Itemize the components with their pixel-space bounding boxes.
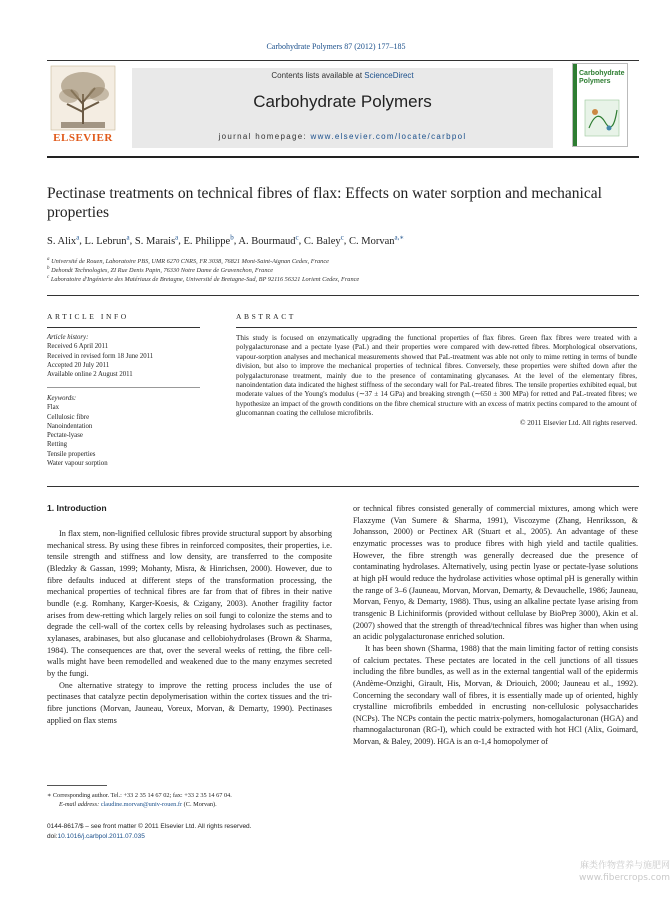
introduction-heading: 1. Introduction xyxy=(47,503,107,513)
affiliation: $^a$ Université de Rouen, Laboratoire PBS, UMR 6270 CNRS, FR 3038, 76821 Mont-Saint-Aignan Cedex, France xyxy=(47,257,329,266)
keyword: Nanoindentation xyxy=(47,422,93,430)
cover-illustration xyxy=(583,98,621,138)
sciencedirect-link[interactable]: ScienceDirect xyxy=(364,71,414,80)
keyword: Retting xyxy=(47,441,68,449)
journal-title: Carbohydrate Polymers xyxy=(253,92,432,111)
email-label: E-mail address: xyxy=(59,801,101,808)
contents-available xyxy=(132,71,553,80)
article-title: Pectinase treatments on technical fibres of flax: Effects on water sorption and mechanical properties xyxy=(47,185,602,221)
abstract-body xyxy=(236,334,637,428)
publisher-logo-text: ELSEVIER xyxy=(53,132,113,144)
email-line xyxy=(47,800,337,809)
history-item: Accepted 20 July 2011 xyxy=(47,361,110,369)
author[interactable]: A. Bourmaud$^c$ xyxy=(238,233,299,247)
intro-right-column xyxy=(353,503,638,748)
affiliation: $^b$ Dehondt Technologies, ZI Rue Denis Papin, 76330 Notre Dame de Gravenchon, France xyxy=(47,266,274,275)
journal-cover-thumbnail xyxy=(572,63,628,147)
intro-left-column xyxy=(47,528,332,726)
intro-paragraph: One alternative strategy to improve the retting process includes the use of pectinases that catalyze pectin depolymerisation within the cortex tissues and the tri-fibre junctions (Morvan, Jauneau, Voreux, Morvan, & Demarty, 1990). Pectinases applied on flax stems xyxy=(47,680,332,725)
history-item: Received 6 April 2011 xyxy=(47,343,109,351)
article-info-rule xyxy=(47,327,200,328)
keyword: Flax xyxy=(47,404,60,412)
intro-paragraph: or technical fibres consisted generally of commercial mixtures, among which were Flaxzyme (Van Sumere & Sharma, 1991), Viscozyme (Zhang, Henriksson, & Johansson, 2000) or Pectinex AR (Stuart et al., 2005). An advantage of these enzymatic processes was to produce fibres with high yield and tactile qualities. However, the fibre strength was generally decreased due the presence of contaminating hydrolases. Alternatively, using pectin lyase or pectate-lyase solutions at high pH would reduce the hydrolase activities whose optimal pH is generally within the range of 3–6 (Jauneau, Morvan, Morvan, Demarty, & Devauchelle, 1986; Jauneau, Morvan, Fenyo, & Demarty, 1988). Thus, using an alkaline pectate lyase arising from transgenic B Lichiniformis (provided without cellulase by BioPrep 3000), Akin et al. (2007) showed that the strength of thread/technical fibres was higher than when using an acidic polygalacturonase enriched solution. xyxy=(353,504,638,642)
journal-reference[interactable]: Carbohydrate Polymers 87 (2012) 177–185 xyxy=(266,42,406,51)
corresponding-author: ∗ Corresponding author. Tel.: +33 2 35 14 67 02; fax: +33 2 35 14 67 04. xyxy=(47,792,232,799)
doi-label: doi: xyxy=(47,832,58,840)
doi-line xyxy=(47,832,347,842)
author[interactable]: S. Alix$^a$ xyxy=(47,233,80,247)
author[interactable]: S. Marais$^a$ xyxy=(134,233,179,247)
issn-line: 0144-8617/$ – see front matter © 2011 Elsevier Ltd. All rights reserved. xyxy=(47,823,252,830)
site-watermark xyxy=(470,860,670,884)
homepage-link[interactable]: www.elsevier.com/locate/carbpol xyxy=(310,132,467,141)
email-suffix: (C. Morvan). xyxy=(182,801,217,808)
header-rule-bottom xyxy=(47,156,639,158)
history-item: Received in revised form 18 June 2011 xyxy=(47,352,154,360)
article-info-heading: ARTICLE INFO xyxy=(47,312,129,321)
abstract-heading: ABSTRACT xyxy=(236,312,296,321)
front-matter xyxy=(47,822,347,841)
intro-paragraph: It has been shown (Sharma, 1988) that the main limiting factor of retting consists of calcium pectates. These pectates are located in the cell junctions of all tissues including the fibre bundles, as well as in the external tangential wall of the epidermis (Andème-Onzighi, Girault, His, Morvan, & Driouich, 2000; Jauneau et al., 1992). Concerning the secondary wall of fibres, it is essentially made up of oriented, highly crystalline microfibrils embedded in encrusting non-cellulosic polysaccharides (NCPs). The NCPs contain the pectic matrix-polymers, homogalacturonan (HGA) and rhamnogalacturonan (RG-I), which could be extracted with hot HCl (Alix, Goimard, Morvan, & Baley, 2009). HGA is an α-1,4 homopolymer of xyxy=(353,643,638,747)
keywords xyxy=(47,394,207,468)
abstract-text: This study is focused on enzymatically upgrading the functional properties of flax fibres. Green flax fibres were treated with a polygalacturonase and a pectate lyase (PaL) and their properties were compared with dew-retted fibres. Morphological observations, vapour-sorption analyses and mechanical measurements showed that PaL-treatment was able not only to mime retting in terms of bundle division, but also to improve the mechanical properties of technical fibres. Conversely, these properties were shifted down after the polygalacturonase treatment, mainly due to the presence of contaminating glycanases. At the level of the elementary fibres, nanoindentation data indicated the highest stiffness of the secondary wall for PaL-treated fibres. The tensile properties exhibited equal, but moderate values of the Young's modulus (∼37 ± 14 GPa) and breaking strength (∼650 ± 300 MPa) for retted and PaL-treated fibres; we hypothesize an impact of the growth conditions on the fibre chemical structure with an excess of matrix pectins compared to the amount of glucomannan coating the cellulose microfibrils. xyxy=(236,334,637,418)
email-link[interactable]: claudine.morvan@univ-rouen.fr xyxy=(100,801,183,808)
corresponding-footnote xyxy=(47,791,337,809)
author[interactable]: C. Morvan$^{a,∗}$ xyxy=(349,233,405,247)
keyword: Cellulosic fibre xyxy=(47,413,90,421)
author[interactable]: E. Philippe$^b$ xyxy=(183,233,234,247)
abstract-bottom-rule xyxy=(47,486,639,487)
cover-strip xyxy=(573,64,577,146)
cover-title: Carbohydrate Polymers xyxy=(579,70,625,85)
author[interactable]: C. Baley$^c$ xyxy=(303,233,344,247)
keyword: Water vapour sorption xyxy=(47,460,108,468)
author[interactable]: L. Lebrun$^a$ xyxy=(84,233,130,247)
homepage-prefix: journal homepage: xyxy=(218,132,311,141)
doi-link[interactable]: 10.1016/j.carbpol.2011.07.035 xyxy=(57,832,145,840)
contents-prefix: Contents lists available at xyxy=(271,71,365,80)
history-item: Available online 2 August 2011 xyxy=(47,371,133,379)
keyword: Pectate-lyase xyxy=(47,432,83,440)
footnote-rule xyxy=(47,785,107,786)
header-rule-top xyxy=(47,60,639,61)
keywords-label: Keywords: xyxy=(47,395,77,402)
affiliation: $^c$ Laboratoire d'Ingénierie des Matériaux de Bretagne, Université de Bretagne-Sud, BP 92116 56321 Lorient Cedex, France xyxy=(47,275,360,284)
history-label: Article history: xyxy=(47,334,89,341)
author-list: S. Alix$^a$, L. Lebrun$^a$, S. Marais$^a$, E. Philippe$^b$, A. Bourmaud$^c$, C. Baley$^c$, C. Morvan$^{a,∗}$ xyxy=(47,233,405,247)
affiliation-rule xyxy=(47,295,639,296)
watermark-line: 麻类作物营养与施肥网 xyxy=(579,861,670,871)
watermark-line: www.fibercrops.com xyxy=(579,873,670,883)
abstract-rule xyxy=(236,327,637,328)
article-history xyxy=(47,333,207,379)
abstract-copyright: © 2011 Elsevier Ltd. All rights reserved. xyxy=(520,418,637,427)
keyword: Tensile properties xyxy=(47,450,96,458)
history-rule xyxy=(47,387,200,388)
journal-homepage xyxy=(132,132,553,141)
intro-paragraph: In flax stem, non-lignified cellulosic fibres provide structural support by absorbing mechanical stress. By using these fibres in reinforced composites, their properties, i.e. tensile strength and stiffness and low density, are transferred to the composite (Bledzky & Gassan, 1999; Mohanty, Misra, & Hinrichsen, 2000). However, due to fibre defaults induced at different steps of the transformation processing, the mechanical properties of technical fibres are far from that of fibres in their native bundle (e.g. Romhany, Karger-Koesis, & Czigany, 2003). Another fragility factor arises from dew-retting which largely relies on soil fungi to colonize the stems and to degrade the cell-wall of the cortex cells by releasing hydrolases such as pectinases, xylanases, arabinases, but also glucanase and cellobiohydrolases (Brown & Sharma, 1984). The consequences are that, over the several weeks of retting, the fibre cell-walls might have been remodelled and weakened due to the many enzymes secreted by the fungi. xyxy=(47,529,332,678)
